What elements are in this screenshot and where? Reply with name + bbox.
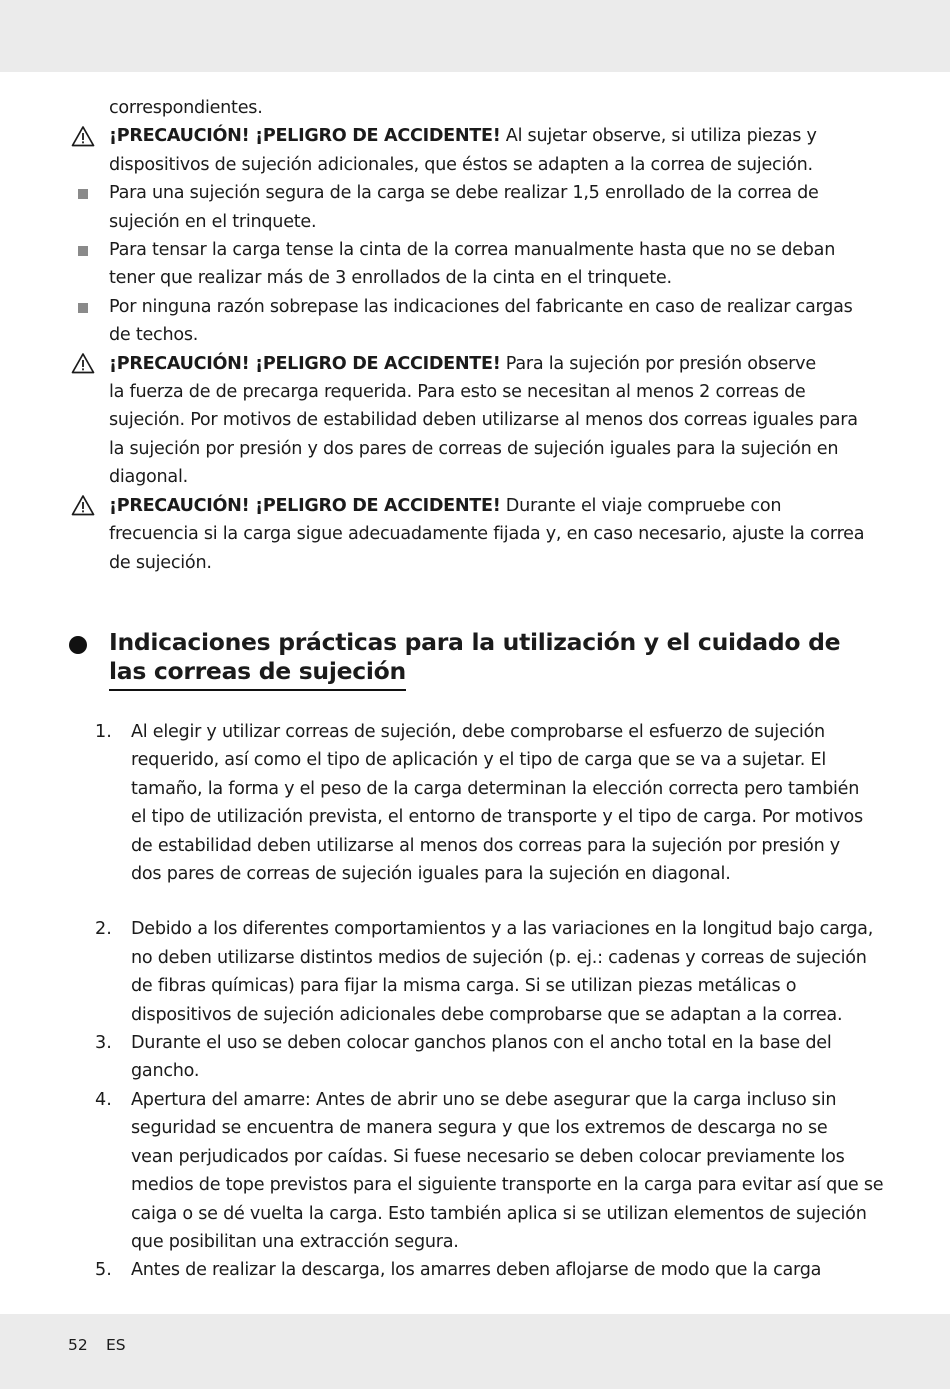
text-line: sujeción en el trinquete.: [109, 211, 317, 232]
warning-block-1: [0, 122, 950, 179]
item-number: 3.: [95, 1033, 112, 1054]
warning-text: Para la sujeción por presión observe: [500, 353, 816, 374]
bottom-band: [0, 1314, 950, 1389]
text-line: Apertura del amarre: Antes de abrir uno se debe asegurar que la carga incluso sin: [131, 1089, 837, 1110]
text-line: no deben utilizarse distintos medios de sujeción (p. ej.: cadenas y correas de sujeción: [131, 947, 867, 968]
bullet-item: [0, 293, 950, 350]
text-line: dispositivos de sujeción adicionales, que éstos se adapten a la correa de sujeción.: [109, 154, 813, 175]
text-line: Para tensar la carga tense la cinta de la correa manualmente hasta que no se deban: [109, 240, 836, 261]
square-bullet-icon: [70, 179, 96, 207]
text-line: medios de tope previstos para el siguiente transporte en la carga para evitar así que se: [131, 1175, 884, 1196]
text-line: caiga o se dé vuelta la carga. Esto también aplica si se utilizan elementos de sujeción: [131, 1203, 867, 1224]
text-line: seguridad se encuentra de manera segura y que los extremos de descarga no se: [131, 1118, 828, 1139]
bullet-item: [0, 179, 950, 236]
safety-instructions: [0, 94, 950, 577]
filled-circle-icon: [69, 636, 87, 654]
text-line: diagonal.: [109, 467, 188, 488]
warning-triangle-icon: [70, 122, 96, 150]
warning-triangle-icon: [70, 492, 96, 520]
text-line: Debido a los diferentes comportamientos y a las variaciones en la longitud bajo carga,: [131, 919, 874, 940]
heading-line-2: las correas de sujeción: [109, 657, 406, 691]
text-line: la sujeción por presión y dos pares de correas de sujeción iguales para la sujeción en: [109, 438, 839, 459]
text-line: Al elegir y utilizar correas de sujeción, debe comprobarse el esfuerzo de sujeción: [131, 722, 825, 742]
text-line: tamaño, la forma y el peso de la carga determinan la elección correcta pero también: [131, 778, 860, 799]
text-line: requerido, así como el tipo de aplicación y el tipo de carga que se va a sujetar. El: [131, 750, 826, 771]
warning-text: Al sujetar observe, si utiliza piezas y: [500, 126, 817, 147]
text-line: la fuerza de de precarga requerida. Para esto se necesitan al menos 2 correas de: [109, 382, 806, 403]
text-line: de sujeción.: [109, 552, 212, 573]
text-line: que posibilitan una extracción segura.: [131, 1231, 459, 1252]
text-line: vean perjudicados por caídas. Si fuese necesario se deben colocar previamente los: [131, 1146, 845, 1167]
top-band: [0, 0, 950, 72]
item-number: 5.: [95, 1260, 112, 1281]
warning-text: Durante el viaje compruebe con: [500, 495, 782, 516]
text-line: de estabilidad deben utilizarse al menos dos correas para la sujeción por presión y: [131, 835, 840, 856]
intro-continuation: [0, 94, 950, 122]
warning-label: ¡PRECAUCIÓN! ¡PELIGRO DE ACCIDENTE!: [109, 495, 501, 516]
text-line: dispositivos de sujeción adicionales debe comprobarse que se adaptan a la correa.: [131, 1004, 843, 1025]
warning-block-3: [0, 492, 950, 577]
warning-label: ¡PRECAUCIÓN! ¡PELIGRO DE ACCIDENTE!: [109, 126, 501, 147]
language-code: ES: [106, 1336, 126, 1354]
text-line: Por ninguna razón sobrepase las indicaciones del fabricante en caso de realizar cargas: [109, 296, 853, 317]
bullet-item: [0, 236, 950, 293]
list-item: [0, 1029, 950, 1086]
list-item: [0, 1086, 950, 1256]
section-heading: [0, 628, 950, 691]
warning-label: ¡PRECAUCIÓN! ¡PELIGRO DE ACCIDENTE!: [109, 353, 501, 374]
list-item: [0, 915, 950, 1029]
text-line: sujeción. Por motivos de estabilidad deben utilizarse al menos dos correas iguales para: [109, 410, 858, 431]
item-number: 1.: [95, 722, 112, 742]
page-number: 52: [68, 1336, 88, 1354]
text-line: Para una sujeción segura de la carga se debe realizar 1,5 enrollado de la correa de: [109, 183, 819, 204]
heading-line-1: Indicaciones prácticas para la utilización y el cuidado de: [109, 628, 841, 656]
text-line: Durante el uso se deben colocar ganchos planos con el ancho total en la base del: [131, 1033, 832, 1054]
text-line: correspondientes.: [109, 98, 263, 118]
square-bullet-icon: [70, 293, 96, 321]
warning-triangle-icon: [70, 350, 96, 378]
text-line: gancho.: [131, 1061, 200, 1082]
text-line: el tipo de utilización prevista, el entorno de transporte y el tipo de carga. Por motivos: [131, 807, 863, 828]
list-item: [0, 718, 950, 888]
text-line: de fibras químicas) para fijar la misma carga. Si se utilizan piezas metálicas o: [131, 976, 797, 997]
text-line: Antes de realizar la descarga, los amarres deben aflojarse de modo que la carga: [131, 1260, 822, 1281]
text-line: de techos.: [109, 325, 199, 346]
warning-block-2: [0, 350, 950, 492]
text-line: dos pares de correas de sujeción iguales para la sujeción en diagonal.: [131, 864, 731, 885]
item-number: 2.: [95, 919, 112, 940]
square-bullet-icon: [70, 236, 96, 264]
text-line: tener que realizar más de 3 enrollados de la cinta en el trinquete.: [109, 268, 672, 289]
numbered-list: [0, 718, 950, 1285]
item-number: 4.: [95, 1089, 112, 1110]
text-line: frecuencia si la carga sigue adecuadamente fijada y, en caso necesario, ajuste la correa: [109, 524, 865, 545]
list-item: [0, 1256, 950, 1284]
